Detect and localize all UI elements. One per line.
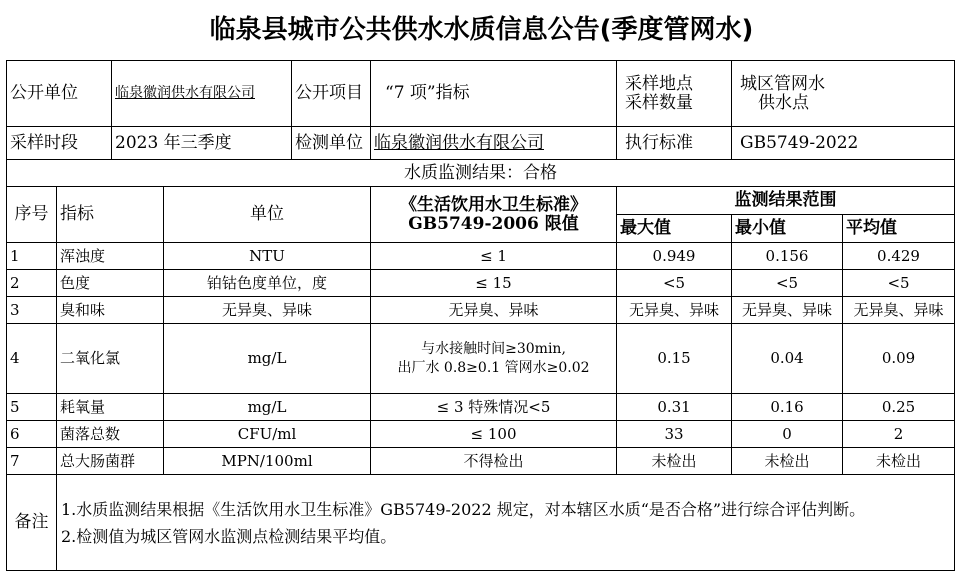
row-max: 未检出 [617, 448, 732, 475]
label-publish-item: 公开项目 [292, 61, 371, 127]
table-row [7, 243, 955, 270]
col-index: 序号 [7, 187, 57, 243]
row-limit: 不得检出 [371, 448, 617, 475]
table-row [7, 394, 955, 421]
row-min: 0.04 [732, 324, 843, 394]
table-row [7, 324, 955, 394]
label-standard: 执行标准 [617, 127, 732, 160]
col-indicator: 指标 [57, 187, 164, 243]
table-row [7, 421, 955, 448]
row-unit: CFU/ml [164, 421, 371, 448]
row-index: 6 [7, 421, 57, 448]
table-row [7, 297, 955, 324]
row-indicator: 浑浊度 [57, 243, 164, 270]
col-avg: 平均值 [843, 215, 955, 243]
result-banner: 水质监测结果：合格 [7, 160, 955, 187]
publish-unit-value: 临泉徽润供水有限公司 [112, 61, 292, 127]
row-min: 0.16 [732, 394, 843, 421]
row-min: 0.156 [732, 243, 843, 270]
row-indicator: 臭和味 [57, 297, 164, 324]
row-avg: 2 [843, 421, 955, 448]
test-unit-value: 临泉徽润供水有限公司 [371, 127, 617, 160]
row-avg: 无异臭、异味 [843, 297, 955, 324]
row-max: 0.949 [617, 243, 732, 270]
row-max: 无异臭、异味 [617, 297, 732, 324]
row-unit: mg/L [164, 324, 371, 394]
row-limit: ≤ 1 [371, 243, 617, 270]
row-unit: 无异臭、异味 [164, 297, 371, 324]
row-unit: 铂钴色度单位，度 [164, 270, 371, 297]
sampling-place-line2: 供水点 [758, 92, 810, 113]
row-unit: MPN/100ml [164, 448, 371, 475]
notes-label: 备注 [7, 475, 57, 571]
sampling-period-value: 2023 年三季度 [112, 127, 292, 160]
row-limit-line1: 与水接触时间≥30min, [421, 340, 566, 357]
row-indicator: 色度 [57, 270, 164, 297]
row-limit: ≤ 15 [371, 270, 617, 297]
col-unit: 单位 [164, 187, 371, 243]
row-min: <5 [732, 270, 843, 297]
row-max: 33 [617, 421, 732, 448]
label-sampling-period: 采样时段 [7, 127, 112, 160]
row-index: 5 [7, 394, 57, 421]
label-publish-unit: 公开单位 [7, 61, 112, 127]
col-min: 最小值 [732, 215, 843, 243]
note-line1: 1.水质监测结果根据《生活饮用水卫生标准》GB5749-2022 规定，对本辖区水质“是否合格”进行综合评估判断。 [61, 499, 866, 519]
note-line2: 2.检测值为城区管网水监测点检测结果平均值。 [61, 526, 397, 546]
row-limit: 无异臭、异味 [371, 297, 617, 324]
row-max: <5 [617, 270, 732, 297]
row-indicator: 耗氧量 [57, 394, 164, 421]
col-limit-line2: GB5749-2006 限值 [408, 213, 579, 234]
row-max: 0.15 [617, 324, 732, 394]
publish-item-value: “7 项”指标 [371, 61, 617, 127]
col-range: 监测结果范围 [617, 187, 955, 215]
standard-value: GB5749-2022 [732, 127, 955, 160]
row-min: 无异臭、异味 [732, 297, 843, 324]
water-quality-table [6, 60, 955, 571]
table-row [7, 448, 955, 475]
row-indicator: 菌落总数 [57, 421, 164, 448]
row-unit: NTU [164, 243, 371, 270]
row-indicator: 二氧化氯 [57, 324, 164, 394]
row-limit: ≤ 3 特殊情况<5 [371, 394, 617, 421]
row-index: 1 [7, 243, 57, 270]
row-min: 未检出 [732, 448, 843, 475]
row-limit: ≤ 100 [371, 421, 617, 448]
row-index: 4 [7, 324, 57, 394]
row-max: 0.31 [617, 394, 732, 421]
row-avg: <5 [843, 270, 955, 297]
row-min: 0 [732, 421, 843, 448]
row-indicator: 总大肠菌群 [57, 448, 164, 475]
row-avg: 0.429 [843, 243, 955, 270]
col-max: 最大值 [617, 215, 732, 243]
page-title: 临泉县城市公共供水水质信息公告(季度管网水) [209, 15, 754, 45]
row-index: 2 [7, 270, 57, 297]
row-limit-line2: 出厂水 0.8≥0.1 管网水≥0.02 [397, 359, 590, 376]
sampling-place-line1: 城区管网水 [740, 73, 826, 94]
label-sampling-place: 采样地点 [625, 73, 694, 94]
row-avg: 0.09 [843, 324, 955, 394]
label-sampling-count: 采样数量 [625, 92, 694, 113]
label-test-unit: 检测单位 [292, 127, 371, 160]
col-limit-line1: 《生活饮用水卫生标准》 [400, 194, 587, 215]
table-row [7, 270, 955, 297]
row-avg: 0.25 [843, 394, 955, 421]
row-avg: 未检出 [843, 448, 955, 475]
row-unit: mg/L [164, 394, 371, 421]
row-index: 3 [7, 297, 57, 324]
row-index: 7 [7, 448, 57, 475]
